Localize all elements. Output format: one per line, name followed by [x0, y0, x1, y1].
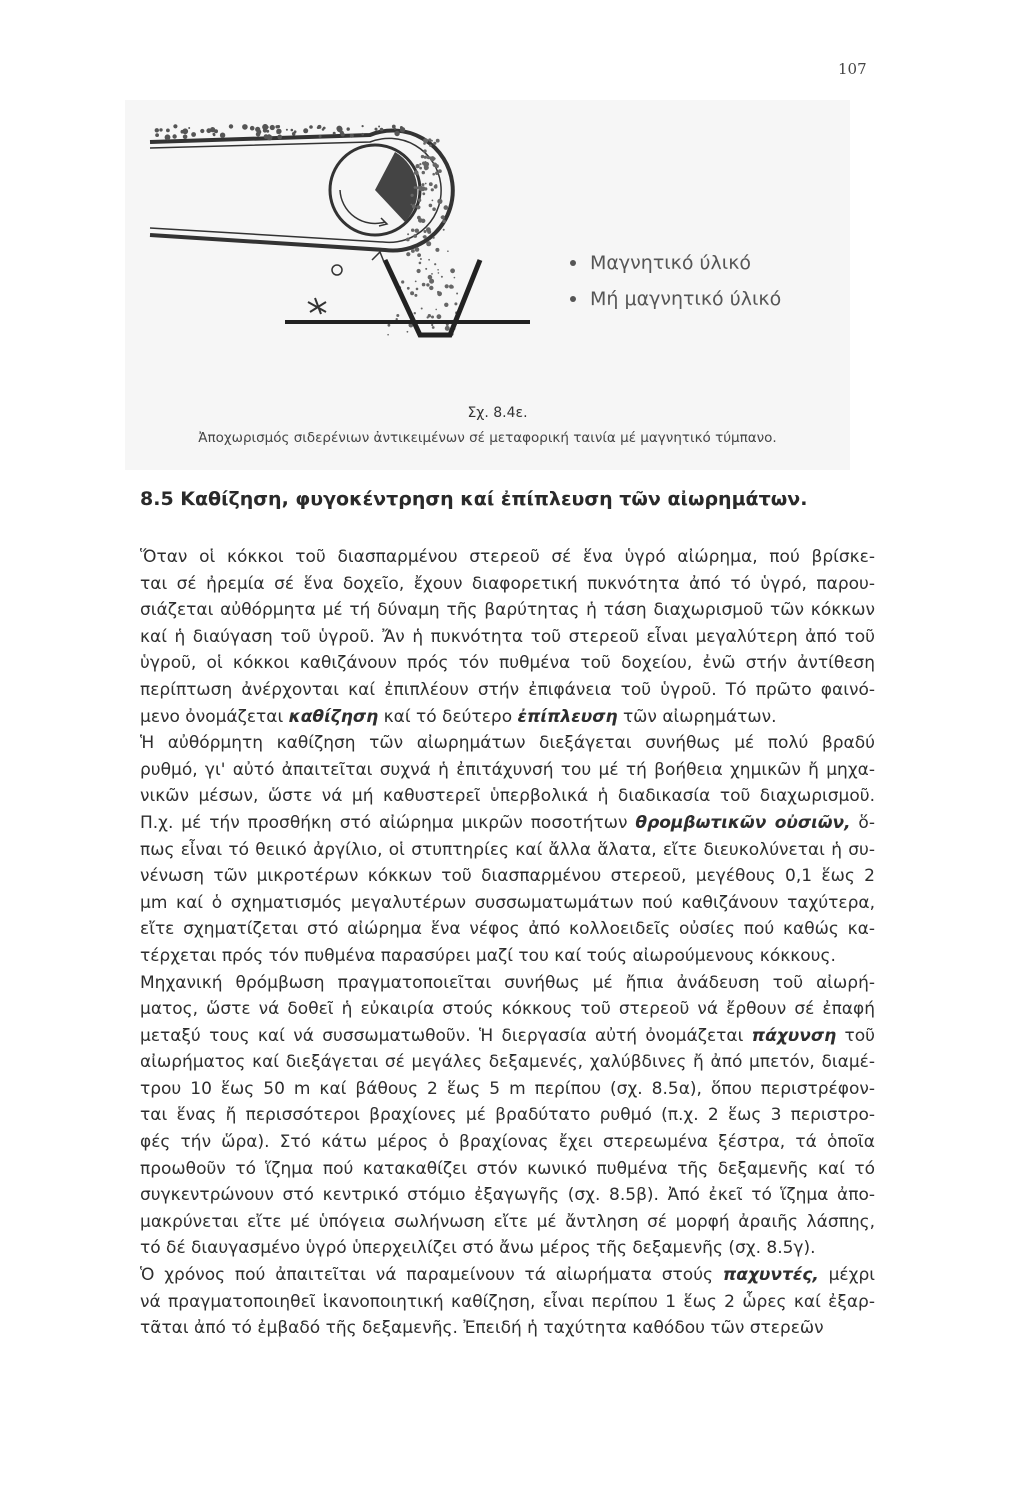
particle [422, 171, 425, 174]
key-term: καθίζηση [288, 706, 379, 727]
particle [424, 230, 427, 233]
figure-legend [570, 245, 781, 317]
particle [418, 186, 420, 188]
text-line: τρου 10 ἕως 50 m καί βάθους 2 ἕως 5 m περίπου (σχ. 8.5α), ὅπου περιστρέφον- [140, 1078, 875, 1099]
particle [337, 126, 343, 132]
particle [362, 125, 364, 127]
particle [412, 204, 416, 208]
text-line: καί ἡ διαύγαση τοῦ ὑγροῦ. Ἄν ἡ πυκνότητα τοῦ στερεοῦ εἶναι μεγαλύτερη ἀπό τοῦ [140, 626, 875, 647]
particle [417, 253, 421, 257]
particle [423, 149, 426, 152]
particle [250, 126, 255, 131]
particle [181, 130, 185, 134]
particle [454, 277, 456, 279]
particle [375, 128, 378, 131]
particle [432, 173, 435, 176]
particle [423, 138, 428, 143]
text-line: Ὅταν οἱ κόκκοι τοῦ διασπαρμένου στερεοῦ σέ ἕνα ὑγρό αἰώρημα, πού βρίσκε- [140, 547, 875, 567]
text-line: νά πραγματοποιηθεῖ ἱκανοποιητική καθίζηση, εἶναι περίπου 1 ἕως 2 ὧρες καί ἐξαρ- [140, 1291, 875, 1312]
particle [173, 136, 176, 139]
text-line [140, 1262, 875, 1289]
text-line: τᾶται ἀπό τό ἐμβαδό τῆς δεξαμενῆς. Ἐπειδή ἡ ταχύτητα καθόδου τῶν στερεῶν [140, 1318, 824, 1339]
particle [401, 280, 404, 283]
particle [428, 314, 431, 317]
text-line: μακρύνεται εἴτε μέ ὑπόγεια σωλήνωση εἴτε μέ ἄντληση σέ μορφή ἀραιῆς λάσπης, [140, 1211, 875, 1232]
key-term: πάχυνση [751, 1025, 837, 1046]
particle [183, 135, 188, 140]
particle [411, 204, 413, 206]
body-text [140, 544, 875, 1342]
particle [429, 144, 432, 147]
figure-caption-label: Σχ. 8.4ε. [467, 405, 528, 421]
text-line: φές τήν ὥρα). Στό κάτω μέρος ὁ βραχίονας ἔχει στερεωμένα ξέστρα, τά ὁποῖα [140, 1132, 875, 1153]
bullet-icon [570, 296, 576, 302]
text-fragment: μεταξύ τους καί νά συσσωματωθοῦν. Ἡ διεργασία αὐτή ὀνομάζεται [140, 1025, 752, 1046]
text-line: ὑγροῦ, οἱ κόκκοι καθιζάνουν πρός τόν πυθμένα τοῦ δοχείου, ἐνῶ στήν ἀντίθεση [140, 653, 875, 674]
particle [435, 164, 439, 168]
particle [406, 252, 410, 256]
particle [415, 247, 420, 252]
particle [434, 158, 436, 160]
text-line: συγκεντρώνουν στό κεντρικό στόμιο ἐξαγωγῆς (σχ. 8.5β). Ἀπό ἐκεῖ τό ἵζημα ἀπο- [140, 1185, 875, 1206]
particle [257, 130, 262, 135]
text-line: περίπτωση ἀνέρχονται καί ἐπιπλέουν στήν ἐπιφάνεια τοῦ ὑγροῦ. Τό πρῶτο φαινό- [140, 679, 875, 700]
particle [416, 164, 420, 168]
text-line: ται ἕνας ἤ περισσότεροι βραχίονες μέ βραδύτατο ρυθμό (π.χ. 2 ἕως 3 περιστρο- [140, 1105, 875, 1126]
particle [431, 140, 433, 142]
text-line: προωθοῦν τό ἵζημα πού κατακαθίζει στόν κωνικό πυθμένα τῆς δεξαμενῆς καί τό [140, 1158, 875, 1179]
particle [387, 334, 389, 336]
particle [426, 283, 429, 286]
particle [428, 138, 431, 141]
text-line: ται σέ ἠρεμία σέ ἕνα δοχεῖο, ἔχουν διαφορετική πυκνότητα ἀπό τό ὑγρό, παρου- [140, 573, 875, 594]
text-fragment: μέχρι [818, 1265, 875, 1286]
text-fragment: Ὁ χρόνος πού ἀπαιτεῖται νά παραμείνουν τά αἰωρήματα στούς [140, 1265, 723, 1286]
particle [411, 249, 415, 253]
particle [438, 272, 440, 274]
particle [396, 314, 399, 317]
particle [341, 133, 345, 137]
particle [415, 281, 417, 283]
bullet-icon [570, 260, 576, 266]
particle [421, 308, 423, 310]
particle [435, 248, 439, 252]
particle [422, 183, 425, 186]
text-line: σιάζεται αὐθόρμητα μέ τή δύναμη τῆς βαρύτητας ἡ τάση διαχωρισμοῦ τῶν κόκκων [140, 600, 875, 621]
particle [437, 199, 442, 204]
particle [445, 326, 450, 331]
particle [419, 163, 421, 165]
particle [414, 312, 416, 314]
particle [155, 133, 159, 137]
text-line [140, 704, 875, 731]
particle [449, 285, 453, 289]
figure [125, 100, 850, 470]
particle [445, 284, 449, 288]
particle [309, 125, 313, 129]
particle [425, 168, 428, 171]
particle [431, 324, 433, 326]
particle [429, 286, 433, 290]
particle [270, 125, 275, 130]
particle [411, 229, 414, 232]
particle [419, 262, 422, 265]
particle [303, 128, 308, 133]
particle [213, 134, 216, 137]
section-heading: 8.5 Καθίζηση, φυγοκέντρηση καί ἐπίπλευση τῶν αἰωρημάτων. [140, 488, 808, 510]
particle [420, 258, 422, 260]
particle [165, 134, 171, 140]
particle [417, 269, 421, 273]
particle [415, 229, 419, 233]
text-line: Μηχανική θρόμβωση πραγματοποιεῖται συνήθως μέ ἤπια ἀνάδευση τοῦ αἰωρή- [140, 972, 875, 993]
legend-item-magnetic: Μαγνητικό ύλικό [570, 245, 781, 281]
text-line: πως εἶναι τό θειικό ἀργίλιο, οἱ στυπτηρίες καί ἄλλα ἅλατα, εἴτε διευκολύνεται ἡ συ- [140, 839, 875, 860]
particle [433, 142, 436, 145]
particle [286, 129, 288, 131]
text-line: Ἡ αὐθόρμητη καθίζηση τῶν αἰωρημάτων διεξάγεται συνήθως μέ πολύ βραδύ [140, 733, 875, 754]
particle [350, 134, 354, 138]
particle [394, 131, 399, 136]
particle [444, 303, 448, 307]
particle [437, 291, 442, 296]
particle [220, 133, 225, 138]
text-fragment: ὅ- [850, 812, 875, 833]
particle [407, 331, 409, 333]
text-fragment: καί τό δεύτερο [378, 706, 518, 727]
text-fragment: τῶν αἰωρημάτων. [617, 706, 777, 727]
particle [411, 194, 414, 197]
particle [427, 230, 431, 234]
particle [433, 237, 435, 239]
text-line: ματος, ὥστε νά δοθεῖ ἡ εὐκαιρία στούς κόκκους τοῦ στερεοῦ νά ἔρθουν σέ ἐπαφή [140, 999, 875, 1020]
particle [443, 229, 445, 231]
particle [432, 200, 434, 202]
particle [437, 314, 442, 319]
text-line: ρυθμό, γι' αὐτό ἀπαιτεῖται συχνά ἡ ἐπιτάχυνσή του μέ τή βοήθεια χημικῶν ἤ μηχα- [140, 759, 875, 780]
particle [361, 133, 364, 136]
particle [319, 135, 322, 138]
particle [159, 128, 162, 131]
particle [435, 309, 437, 311]
particle [380, 128, 384, 132]
particle [428, 259, 430, 261]
particle [407, 233, 409, 235]
particle [423, 235, 427, 239]
particle [417, 216, 421, 220]
particle [378, 126, 380, 128]
particle [425, 183, 427, 185]
particle [191, 132, 196, 137]
particle [426, 241, 431, 246]
text-line: νικῶν μέσων, ὥστε νά μή καθυστερεῖ ὑπερβολικά ἡ διαδικασία τοῦ διαχωρισμοῦ. [140, 786, 875, 807]
particle [441, 215, 445, 219]
particle [242, 124, 248, 130]
particle [431, 188, 434, 191]
particle [275, 125, 278, 128]
text-line: τό δέ διαυγασμένο ὑγρό ὑπερχειλίζει στό ἄνω μέρος τῆς δεξαμενῆς (σχ. 8.5γ). [140, 1238, 816, 1259]
key-term: παχυντές, [722, 1265, 819, 1286]
text-line: εἴτε σχηματίζεται στό αἰώρημα ἕνα νέφος ἀπό κολλοειδεῖς οὐσίες πού καθώς κα- [140, 919, 875, 940]
particle [406, 238, 410, 242]
particle [401, 129, 404, 132]
particle [441, 276, 443, 278]
particle [292, 132, 296, 136]
text-line: αἰωρήματος καί διεξάγεται σέ μεγάλες δεξαμενές, χαλύβδινες ἤ ἀπό μπετόν, διαμέ- [140, 1052, 875, 1073]
particle [450, 268, 455, 273]
particle [447, 250, 449, 252]
particle [188, 127, 190, 129]
particle [200, 129, 204, 133]
particle [419, 167, 422, 170]
particle [418, 199, 421, 202]
particle [454, 302, 457, 305]
particle [347, 127, 350, 130]
particle [425, 268, 427, 270]
text-fragment: Π.χ. μέ τήν προσθήκη στό αἰώρημα μικρῶν ποσοτήτων [140, 812, 636, 833]
particle [428, 275, 433, 280]
particle [317, 126, 320, 129]
particle [442, 220, 446, 224]
particle [434, 263, 436, 265]
text-line [140, 810, 875, 837]
particle [422, 192, 425, 195]
particle [438, 169, 442, 173]
particle [166, 129, 170, 133]
particle [423, 162, 426, 165]
particle [394, 128, 396, 130]
particle [291, 129, 294, 132]
particle [429, 204, 433, 208]
particle [422, 283, 426, 287]
particle [210, 127, 215, 132]
text-line: νένωση τῶν μικροτέρων κόκκων τοῦ διασπαρμένου στερεοῦ, μεγέθους 0,1 ἕως 2 [140, 866, 875, 887]
particle [432, 326, 435, 329]
particle [323, 127, 326, 130]
particle [437, 269, 439, 271]
particle [416, 205, 420, 209]
particle [434, 185, 438, 189]
particle [421, 219, 425, 223]
particle [277, 135, 282, 140]
key-term: θρομβωτικῶν οὐσιῶν, [635, 812, 851, 833]
text-fragment: μενο ὀνομάζεται [140, 706, 289, 727]
particle [276, 129, 281, 134]
particle [413, 234, 417, 238]
text-line [140, 1023, 875, 1050]
particle [436, 139, 440, 143]
text-line: μm καί ὁ σχηματισμός μεγαλυτέρων συσσωματωμάτων πού καθιζάνουν ταχύτερα, [140, 892, 875, 913]
particle [229, 124, 233, 128]
particle [420, 186, 425, 191]
particle [264, 134, 269, 139]
page-number: 107 [838, 60, 867, 78]
legend-item-non-magnetic: Μή μαγνητικό ύλικό [570, 281, 781, 317]
particle [333, 132, 336, 135]
particle [416, 288, 419, 291]
particle [388, 324, 391, 327]
particle [456, 293, 458, 295]
particle [417, 173, 419, 175]
particle [262, 124, 268, 130]
figure-caption: Ἀποχωρισμός σιδερένιων ἀντικειμένων σέ μεταφορική ταινία μέ μαγνητικό τύμπανο. [198, 430, 777, 446]
key-term: ἐπίπλευση [517, 706, 618, 727]
particle [407, 287, 410, 290]
particle [432, 207, 436, 211]
particle [410, 291, 414, 295]
particle [155, 128, 159, 132]
particle [444, 205, 449, 210]
particle [431, 316, 434, 319]
particle [435, 171, 439, 175]
text-fragment: τοῦ [836, 1025, 875, 1046]
particle [429, 182, 433, 186]
particle [431, 273, 433, 275]
text-line: τέρχεται πρός τόν πυθμένα παρασύρει μαζί του καί τούς αἰωρούμενους κόκκους. [140, 945, 836, 966]
particle [414, 294, 417, 297]
particle [174, 125, 177, 128]
